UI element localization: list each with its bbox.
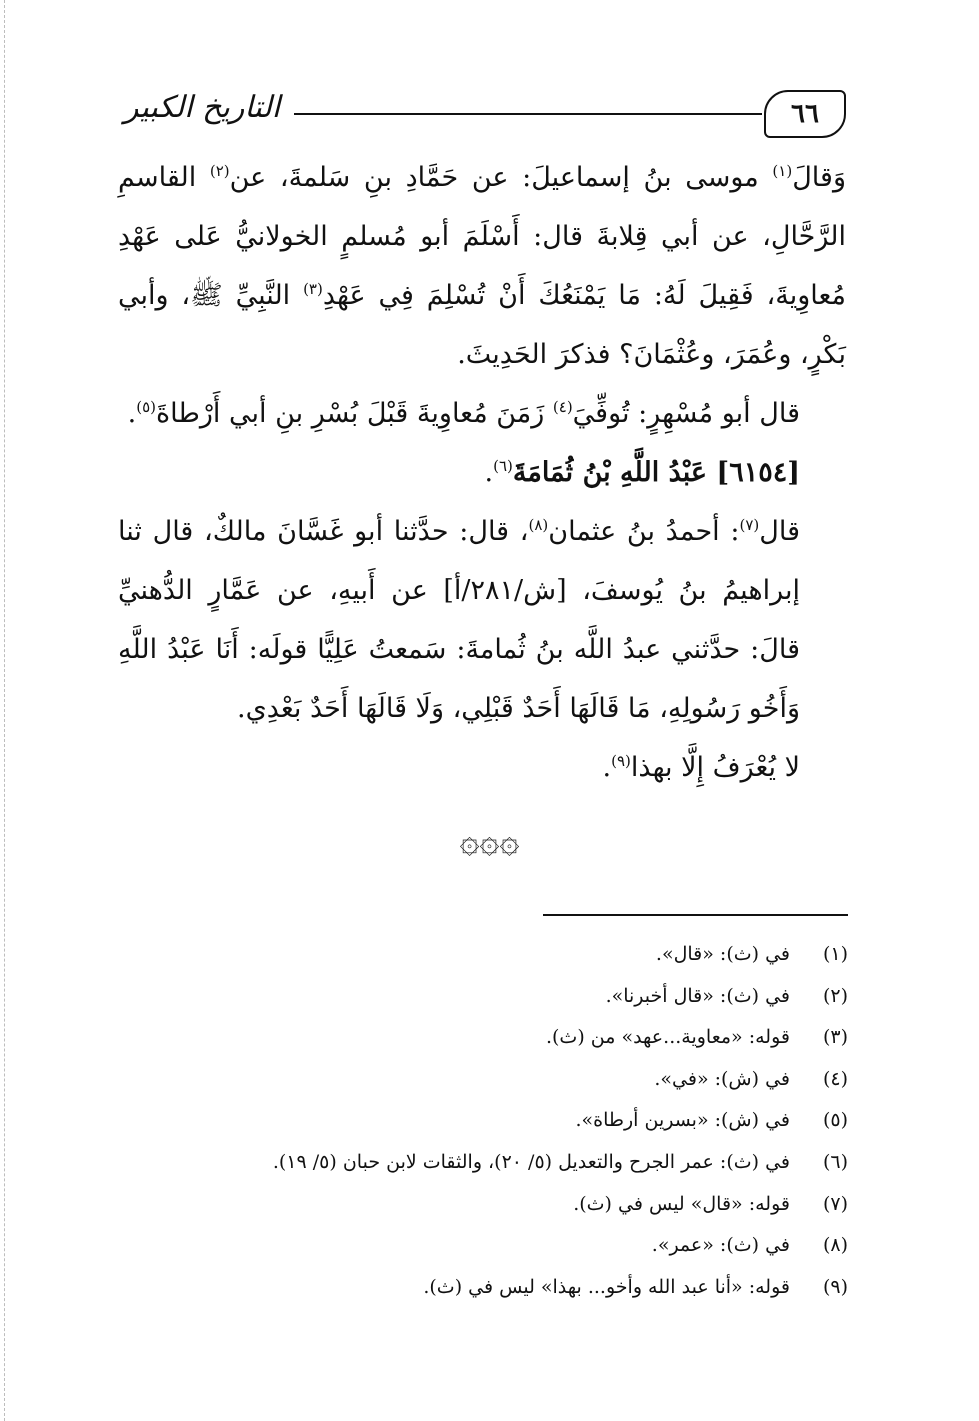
footnote-rule	[543, 914, 848, 916]
page-margin-rule	[4, 0, 5, 1421]
footnote-item	[118, 1017, 848, 1059]
footnote-number: (٥)	[822, 1109, 848, 1132]
footnote-text: قوله: «معاوية...عهد» من (ث).	[545, 1026, 790, 1049]
text-run: ، قال: حدَّثنا أبو غَسَّانَ مالكٌ، قال ثنا إبراهيمُ بنُ يُوسفَ، [ش/٢٨١/أ] عن أَبيهِ، عن عَمَّارٍ الدُّهنيِّ قالَ: حدَّثني عبدُ اللَّه بنُ ثُمامةَ: سَمعتُ عَلِيًّا قولَه: أَنَا عَبْدُ اللَّهِ وَأَخُو رَسُولِهِ، مَا قَالَهَا أَحَدٌ قَبْلِي، وَلَا قَالَهَا أَحَدٌ بَعْدِي.	[118, 516, 800, 724]
footnote-item	[118, 1184, 848, 1226]
footnote-marker: (٩)	[611, 752, 631, 770]
entry-title: [٦١٥٤] عَبْدُ اللَّهِ بْنُ ثُمَامَةَ	[512, 457, 800, 488]
header-rule	[294, 113, 762, 115]
footnote-item	[118, 1100, 848, 1142]
text-run: موسى بنُ إسماعيلَ: عن حَمَّادِ بنِ سَلمةَ، عن	[229, 162, 773, 193]
text-run: النَّبِيِّ ﷺ، وأبي بَكْرٍ، وعُمَرَ، وعُثْمَانَ؟ فذكرَ الحَدِيثَ.	[118, 280, 846, 370]
text-run: زَمَنَ مُعاوِيةَ قَبْلَ بُسْرِ بنِ أبي أَرْطاةَ	[156, 398, 553, 429]
text-run: .	[127, 398, 137, 429]
text-run: وَقالَ	[792, 162, 846, 193]
footnote-marker: (١)	[772, 162, 793, 180]
footnote-text: في (ث): «قال أخبرنا».	[605, 984, 790, 1007]
text-run: .	[484, 457, 494, 488]
footnote-text: في (ث): «قال».	[655, 943, 790, 965]
paragraph-3	[118, 502, 846, 738]
text-run: القاسمِ الرَّحَّالِ، عن أبي قِلابةَ قال: أَسْلَمَ أبو مُسلمٍ الخولانيُّ عَلى عَهْدِ مُعاوِيةَ، فَقِيلَ لَهُ: مَا يَمْنَعُكَ أَنْ تُسْلِمَ فِي عَهْدِ	[118, 162, 847, 311]
footnote-text: في (ث): عمر الجرح والتعديل (٥/ ٢٠)، والثقات لابن حبان (٥/ ١٩).	[272, 1150, 790, 1173]
footnote-text: في (ش): «بسرين أرطاة».	[575, 1109, 790, 1132]
footnote-number: (٦)	[822, 1150, 848, 1173]
footnote-number: (٧)	[822, 1192, 848, 1215]
footnote-number: (٤)	[822, 1067, 848, 1090]
footnote-item	[118, 1267, 848, 1309]
footnote-marker: (٧)	[739, 516, 760, 534]
footnote-number: (٣)	[822, 1026, 848, 1049]
main-text	[118, 148, 846, 797]
section-divider-ornaments: ۞۞۞	[459, 821, 520, 861]
footnote-text: في (ش): «في».	[654, 1067, 790, 1090]
text-run: قال	[759, 516, 801, 547]
footnote-marker: (٢)	[209, 162, 230, 180]
text-run: لا يُعْرَفُ إِلَّا بهذا	[630, 752, 800, 783]
footnote-text: في (ث): «عمر».	[651, 1234, 790, 1257]
footnotes	[118, 934, 848, 1308]
paragraph-2	[118, 384, 846, 443]
footnote-marker: (٣)	[303, 280, 323, 298]
footnote-text: قوله: «قال» ليس في (ث).	[573, 1192, 790, 1215]
footnote-marker: (٥)	[136, 398, 157, 416]
text-run: : أحمدُ بنُ عثمان	[548, 516, 740, 547]
footnote-item	[118, 1059, 848, 1101]
entry-heading	[118, 443, 846, 502]
footnote-marker: (٤)	[552, 398, 573, 416]
paragraph-1	[118, 148, 846, 384]
footnote-item	[118, 976, 848, 1018]
book-title: التاريخ الكبير	[123, 90, 281, 125]
footnote-marker: (٨)	[528, 516, 549, 534]
text-run: .	[602, 752, 612, 783]
page-number: ٦٦	[764, 90, 846, 138]
footnote-item	[118, 1225, 848, 1267]
footnote-marker: (٦)	[493, 457, 513, 475]
footnote-text: قوله: «أنا عبد الله وأخو... بهذا» ليس في (ث).	[423, 1275, 790, 1298]
paragraph-4	[118, 738, 846, 797]
footnote-number: (٨)	[822, 1234, 848, 1257]
footnote-item	[118, 1142, 848, 1184]
text-run: قال أبو مُسْهِرٍ: تُوفِّيَ	[572, 398, 800, 429]
page-header	[118, 84, 846, 144]
footnote-number: (٢)	[822, 984, 848, 1007]
footnote-number: (٩)	[822, 1275, 848, 1298]
footnote-item	[118, 934, 848, 976]
footnote-number: (١)	[822, 943, 848, 965]
